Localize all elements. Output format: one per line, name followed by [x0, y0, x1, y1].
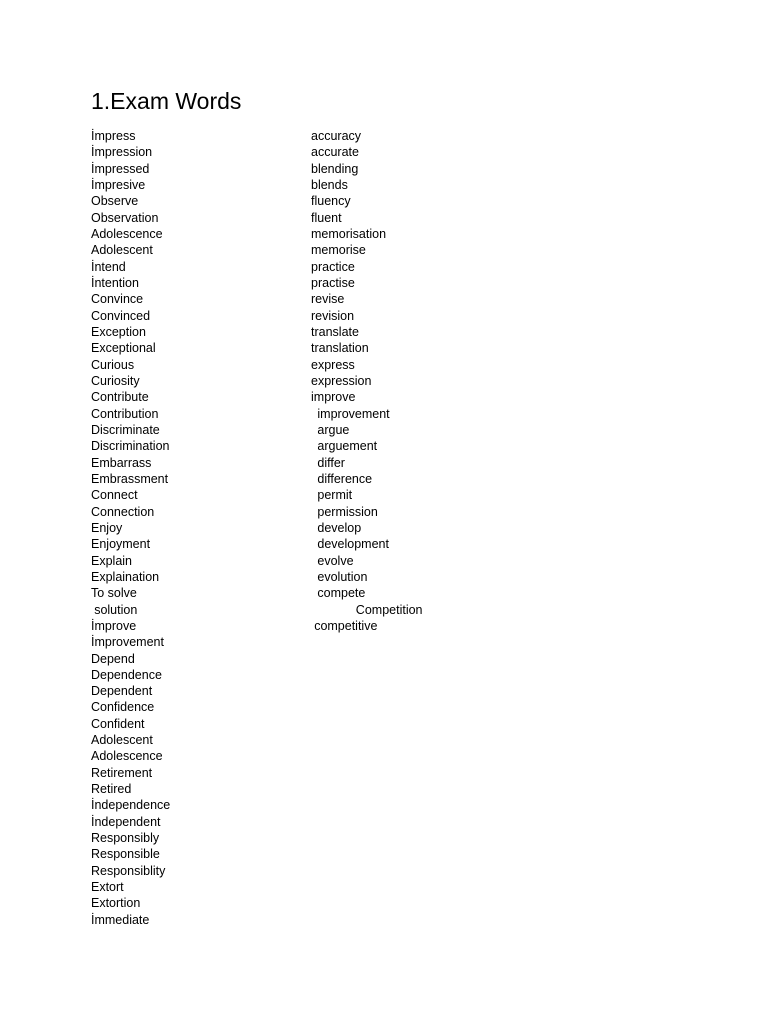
left-column-word: Retired — [91, 782, 132, 797]
left-column-word: Extortion — [91, 896, 141, 911]
right-column-word: blends — [311, 177, 348, 192]
right-column-word: fluent — [311, 210, 342, 225]
left-column-word: solution — [94, 602, 138, 617]
left-column-word: İmpression — [91, 145, 153, 160]
right-column-word: develop — [317, 520, 362, 535]
right-column-word: permission — [317, 504, 378, 519]
left-column-word: Discrimination — [91, 439, 170, 454]
right-column-word: evolution — [317, 569, 368, 584]
left-column-word: Convince — [91, 292, 144, 307]
left-column-word: Contribution — [91, 406, 159, 421]
left-column-word: İntend — [91, 259, 126, 274]
left-column-word: Observation — [91, 210, 159, 225]
left-column-word: İndependent — [91, 814, 161, 829]
left-column-word: Exceptional — [91, 341, 156, 356]
left-column-word: Adolescence — [91, 749, 163, 764]
right-column-word: revise — [311, 292, 345, 307]
left-column-word: Enjoyment — [91, 537, 151, 552]
left-column-word: To solve — [91, 586, 137, 601]
left-column-word: İntention — [91, 275, 139, 290]
right-column-word: permit — [317, 488, 353, 503]
left-column-word: Responsiblity — [91, 863, 166, 878]
left-column-word: İndependence — [91, 798, 171, 813]
left-column-word: Curious — [91, 357, 135, 372]
right-column-word: accurate — [311, 145, 359, 160]
right-column-word: accuracy — [311, 129, 362, 143]
right-column-word: express — [311, 357, 355, 372]
right-column-word: Competition — [355, 602, 423, 617]
left-column-word: Observe — [91, 194, 139, 209]
left-column-word: İmpressed — [91, 161, 150, 176]
page-title: 1.Exam Words — [91, 88, 242, 114]
left-column-word: İmpress — [91, 129, 136, 143]
right-column-word: improve — [311, 390, 356, 405]
left-column-word: Dependence — [91, 667, 162, 682]
right-column-word: development — [317, 537, 389, 552]
right-column-word: blending — [311, 161, 359, 176]
left-column-word: Explain — [91, 553, 132, 568]
left-column-word: Adolescence — [91, 226, 163, 241]
left-column-word: Responsible — [91, 847, 160, 862]
right-column-word: practise — [311, 275, 355, 290]
left-column-word: Connection — [91, 504, 155, 519]
right-column-word: revision — [311, 308, 355, 323]
left-column-word: İmmediate — [91, 912, 150, 927]
left-column-word: Depend — [91, 651, 135, 666]
left-column-word: İmprove — [91, 618, 137, 633]
left-column-word: Discriminate — [91, 422, 160, 437]
right-column-word: competitive — [314, 618, 378, 633]
right-column-word: expression — [311, 373, 372, 388]
left-column-word: Dependent — [91, 684, 153, 699]
right-column-word: argue — [317, 422, 350, 437]
right-column-word: improvement — [317, 406, 390, 421]
left-column-word: Contribute — [91, 390, 149, 405]
right-column-word: evolve — [317, 553, 354, 568]
left-column-word: Enjoy — [91, 520, 123, 535]
right-column-word: difference — [317, 471, 373, 486]
left-column-word: Adolescent — [91, 243, 153, 258]
left-column-word: Adolescent — [91, 733, 153, 748]
right-column-word: practice — [311, 259, 355, 274]
right-column-word: arguement — [317, 439, 378, 454]
left-column-word: Curiosity — [91, 373, 140, 388]
left-column-word: Explaination — [91, 569, 160, 584]
left-word-column — [91, 128, 170, 928]
left-column-word: Convinced — [91, 308, 151, 323]
left-column-word: Confident — [91, 716, 145, 731]
left-column-word: İmprovement — [91, 635, 164, 650]
right-word-column — [311, 128, 423, 634]
left-column-word: Embrassment — [91, 471, 169, 486]
left-column-word: Retirement — [91, 765, 153, 780]
left-column-word: Responsibly — [91, 831, 160, 846]
right-column-word: translate — [311, 324, 359, 339]
right-column-word: fluency — [311, 194, 351, 209]
left-column-word: Exception — [91, 324, 146, 339]
right-column-word: translation — [311, 341, 369, 356]
left-column-word: Embarrass — [91, 455, 152, 470]
right-column-word: memorise — [311, 243, 366, 258]
right-column-word: differ — [317, 455, 345, 470]
left-column-word: Confidence — [91, 700, 155, 715]
left-column-word: Extort — [91, 880, 124, 895]
right-column-word: memorisation — [311, 226, 387, 241]
right-column-word: compete — [317, 586, 366, 601]
left-column-word: Connect — [91, 488, 138, 503]
left-column-word: İmpresive — [91, 177, 146, 192]
